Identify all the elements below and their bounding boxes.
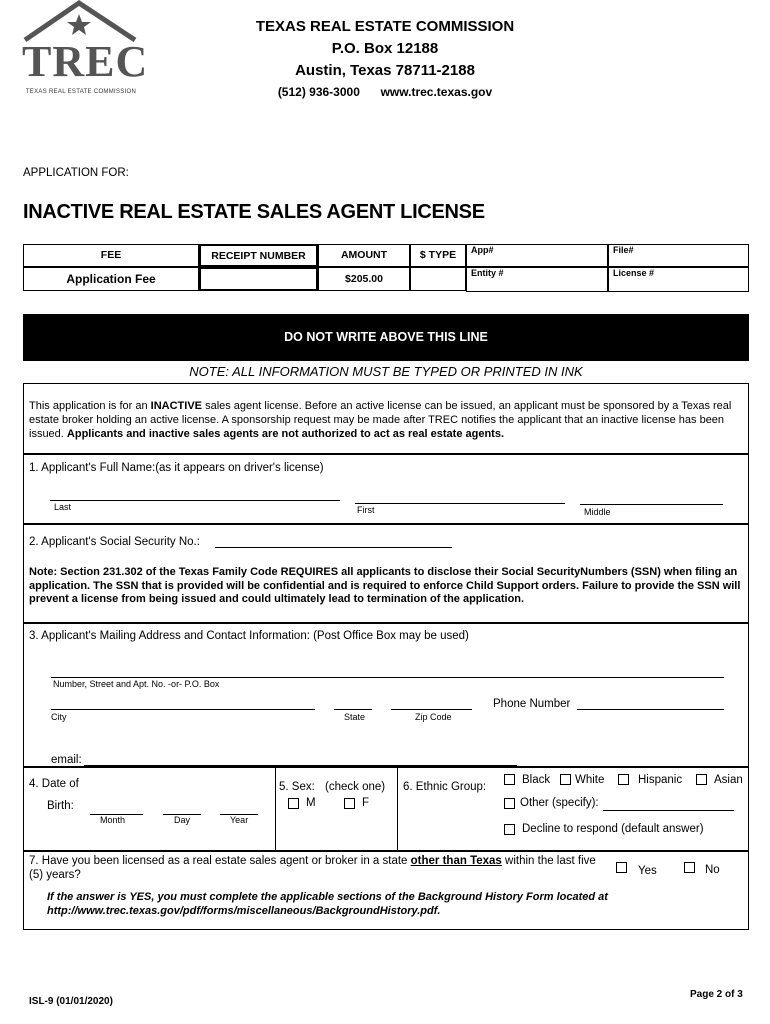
q7-yes-label: Yes (638, 865, 657, 877)
file-number-cell[interactable] (608, 244, 749, 267)
phone-field[interactable] (577, 709, 724, 710)
q7-no-checkbox[interactable] (684, 862, 695, 873)
ethnic-asian-label: Asian (714, 774, 743, 786)
ethnic-decline-checkbox[interactable] (504, 824, 515, 835)
last-name-caption: Last (54, 502, 72, 512)
ethnic-black-label: Black (522, 774, 551, 786)
amount-header: AMOUNT (318, 244, 410, 267)
do-not-write-bar (23, 314, 749, 361)
q5-check-one: (check one) (325, 781, 386, 793)
type-field[interactable] (410, 267, 466, 291)
birth-label: Birth: (47, 800, 74, 812)
file-number-label: File# (613, 245, 634, 255)
trec-logo (22, 0, 149, 100)
fee-header: FEE (23, 244, 199, 267)
street-field[interactable] (51, 677, 724, 678)
logo-wordmark: TREC (22, 37, 149, 86)
q2-section (23, 524, 749, 623)
phone-caption: Phone Number (493, 698, 571, 710)
intro-section (23, 383, 749, 454)
q3-section (23, 623, 749, 767)
email-caption: email: (51, 754, 82, 766)
first-name-field[interactable] (355, 503, 565, 504)
q3-label: 3. Applicant's Mailing Address and Contact Information: (Post Office Box may be used) (29, 630, 469, 642)
receipt-number-header: RECEIPT NUMBER (199, 244, 318, 267)
ethnic-other-field[interactable] (603, 810, 734, 811)
form-title: INACTIVE REAL ESTATE SALES AGENT LICENSE (23, 201, 485, 223)
intro-text: This application is for an INACTIVE sales agent license. Before an active license can be issued, an applicant must be sponsored by a Texas real estate broker holding an active license. A sponsorship request may be made after TREC notifies the applicant that an inactive license has been issued. Applicants and inactive sales agents are not authorized to act as real estate agents. (29, 400, 732, 440)
ink-note: NOTE: ALL INFORMATION MUST BE TYPED OR PRINTED IN INK (189, 364, 583, 379)
type-header: $ TYPE (410, 244, 466, 267)
q7-note: If the answer is YES, you must complete the applicable sections of the Background History Form located at http://www.trec.texas.gov/pdf/forms/miscellaneous/BackgroundHistory.pdf. (47, 891, 608, 917)
q2-label: 2. Applicant's Social Security No.: (29, 536, 200, 548)
q7-yes-checkbox[interactable] (616, 862, 627, 873)
q4-6-section (23, 767, 749, 851)
do-not-write-text: DO NOT WRITE ABOVE THIS LINE (284, 330, 488, 344)
year-caption: Year (230, 815, 249, 825)
sex-f-label: F (362, 797, 370, 809)
q1-section (23, 454, 749, 524)
zip-field[interactable] (391, 709, 472, 710)
q6-label: 6. Ethnic Group: (403, 781, 487, 793)
ethnic-other-label: Other (specify): (520, 797, 599, 809)
receipt-number-field[interactable] (199, 267, 318, 291)
street-caption: Number, Street and Apt. No. -or- P.O. Box (53, 679, 220, 689)
first-name-caption: First (357, 505, 375, 515)
org-header (200, 16, 570, 102)
org-address-1: P.O. Box 12188 (331, 40, 439, 57)
q4-label: 4. Date of (29, 778, 79, 790)
amount-value: $205.00 (318, 267, 410, 291)
middle-name-field[interactable] (580, 504, 723, 505)
ethnic-white-checkbox[interactable] (560, 774, 571, 785)
ssn-note: Note: Section 231.302 of the Texas Family Code REQUIRES all applicants to disclose their Social SecurityNumbers (SSN) when filing an application. The SSN that is provided will be confidential and is required to enforce Child Support orders. Failure to provide the SSN will prevent a license from being issued and could ultimately lead to termination of the application. (29, 566, 741, 605)
last-name-field[interactable] (50, 500, 340, 501)
logo-subtext: TEXAS REAL ESTATE COMMISSION (25, 89, 137, 95)
entity-number-cell[interactable] (466, 267, 608, 292)
application-for-label: APPLICATION FOR: (23, 167, 129, 179)
ethnic-asian-checkbox[interactable] (696, 774, 707, 785)
ethnic-white-label: White (575, 774, 605, 786)
email-field[interactable] (84, 765, 517, 766)
form-id: ISL-9 (01/01/2020) (29, 996, 113, 1007)
month-caption: Month (100, 815, 126, 825)
sex-m-label: M (306, 797, 316, 809)
city-field[interactable] (51, 709, 315, 710)
middle-name-caption: Middle (584, 507, 611, 517)
q5-label: 5. Sex: (279, 781, 315, 793)
org-name: TEXAS REAL ESTATE COMMISSION (255, 18, 515, 35)
org-address-2: Austin, Texas 78711-2188 (295, 62, 475, 79)
q7-no-label: No (705, 864, 720, 876)
q7-section (23, 851, 749, 930)
city-caption: City (51, 712, 67, 722)
sex-f-checkbox[interactable] (344, 798, 355, 809)
org-phone: (512) 936-3000 (277, 85, 360, 99)
entity-number-label: Entity # (471, 268, 504, 278)
license-number-cell[interactable] (608, 267, 749, 292)
ethnic-hispanic-label: Hispanic (638, 774, 683, 786)
app-number-label: App# (471, 245, 494, 255)
ethnic-decline-label: Decline to respond (default answer) (522, 823, 704, 835)
q1-label: 1. Applicant's Full Name:(as it appears on driver's license) (29, 462, 324, 474)
zip-caption: Zip Code (415, 712, 452, 722)
license-number-label: License # (613, 268, 655, 278)
day-caption: Day (174, 815, 191, 825)
ethnic-other-checkbox[interactable] (504, 798, 515, 809)
state-field[interactable] (334, 709, 372, 710)
ethnic-hispanic-checkbox[interactable] (618, 774, 629, 785)
ssn-field[interactable] (215, 547, 452, 548)
org-website[interactable]: www.trec.texas.gov (380, 85, 493, 99)
state-caption: State (344, 712, 366, 722)
q7-question: 7. Have you been licensed as a real estate sales agent or broker in a state other than Texas within the last five (5) years? (29, 855, 596, 881)
ethnic-black-checkbox[interactable] (504, 774, 515, 785)
page-number: Page 2 of 3 (690, 989, 743, 1000)
app-number-cell[interactable] (466, 244, 608, 267)
sex-m-checkbox[interactable] (288, 798, 299, 809)
fee-value: Application Fee (23, 267, 199, 291)
